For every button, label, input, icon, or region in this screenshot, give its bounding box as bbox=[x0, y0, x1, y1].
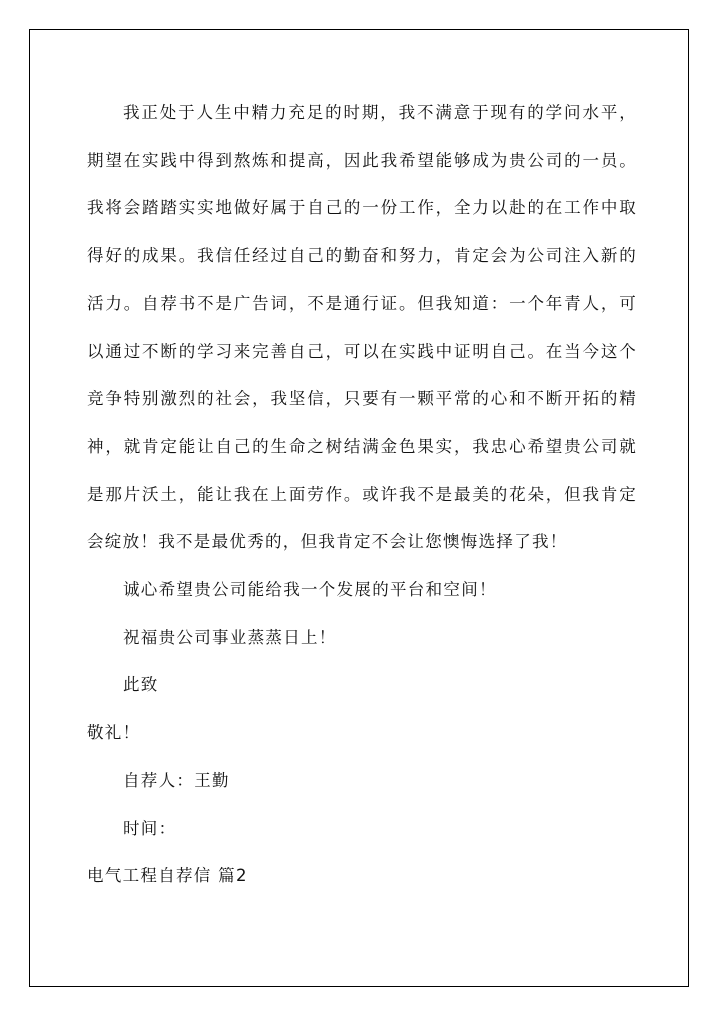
main-paragraph: 我正处于人生中精力充足的时期，我不满意于现有的学问水平，期望在实践中得到熬炼和提高，因此我希望能够成为贵公司的一员。我将会踏踏实实地做好属于自己的一份工作，全力以赴的在工作中取得好的成果。我信任经过自己的勤奋和努力，肯定会为公司注入新的活力。自荐书不是广告词，不是通行证。但我知道：一个年青人，可以通过不断的学习来完善自己，可以在实践中证明自己。在当今这个竞争特别激烈的社会，我坚信，只要有一颗平常的心和不断开拓的精神，就肯定能让自己的生命之树结满金色果实，我忠心希望贵公司就是那片沃土，能让我在上面劳作。或许我不是最美的花朵，但我肯定会绽放！我不是最优秀的，但我肯定不会让您懊悔选择了我！ bbox=[87, 103, 637, 552]
salutation-line: 敬礼！ bbox=[87, 723, 141, 743]
letter-body bbox=[87, 89, 637, 900]
signature-line: 自荐人：王勤 bbox=[123, 770, 230, 790]
closing-line: 此致 bbox=[123, 675, 159, 695]
blessing-line: 祝福贵公司事业蒸蒸日上！ bbox=[123, 627, 337, 647]
hope-line: 诚心希望贵公司能给我一个发展的平台和空间！ bbox=[123, 580, 497, 600]
date-line: 时间： bbox=[123, 818, 177, 838]
next-section-title: 电气工程自荐信 篇2 bbox=[87, 866, 248, 886]
